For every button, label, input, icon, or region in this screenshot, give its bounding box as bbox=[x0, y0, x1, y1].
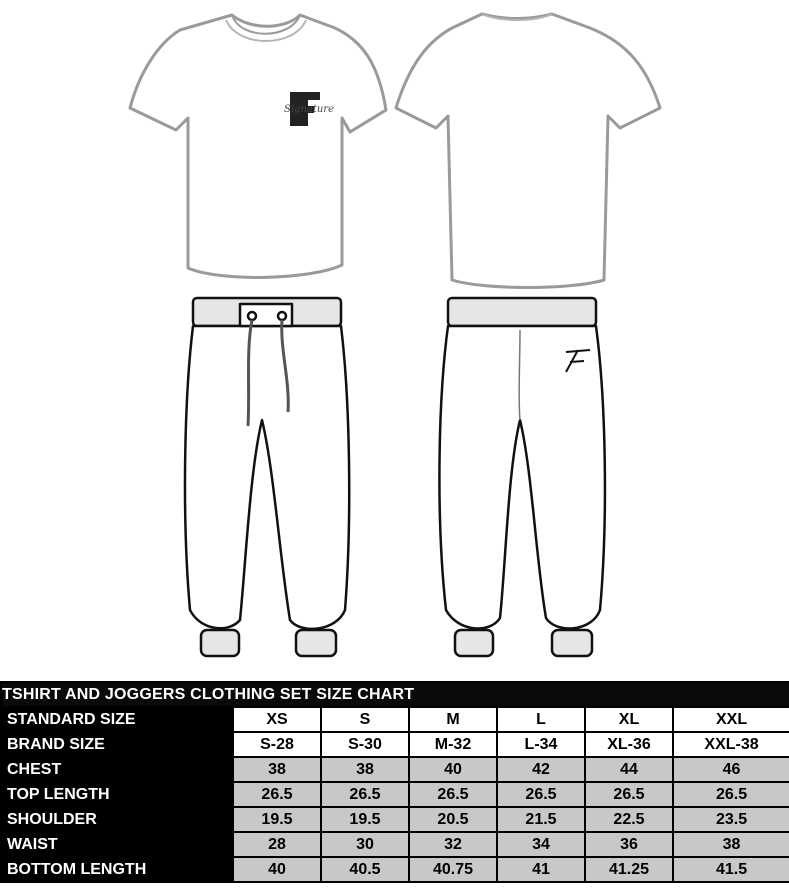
row-label: BOTTOM LENGTH bbox=[1, 857, 233, 882]
size-chart-title: TSHIRT AND JOGGERS CLOTHING SET SIZE CHART bbox=[1, 682, 789, 707]
size-value-cell: XXL bbox=[673, 707, 789, 732]
size-value-cell: 41.5 bbox=[673, 857, 789, 882]
size-chart-row bbox=[1, 707, 789, 732]
size-chart-row bbox=[1, 832, 789, 857]
size-chart-row bbox=[1, 807, 789, 832]
size-value-cell: L bbox=[497, 707, 585, 732]
size-value-cell: 26.5 bbox=[585, 782, 673, 807]
size-value-cell: 41 bbox=[497, 857, 585, 882]
row-label: BRAND SIZE bbox=[1, 732, 233, 757]
size-value-cell: 40 bbox=[409, 757, 497, 782]
size-value-cell: 44 bbox=[585, 757, 673, 782]
size-value-cell: 30 bbox=[321, 832, 409, 857]
row-label: STANDARD SIZE bbox=[1, 707, 233, 732]
size-value-cell: 19.5 bbox=[233, 807, 321, 832]
size-chart-row bbox=[1, 732, 789, 757]
size-value-cell: S-30 bbox=[321, 732, 409, 757]
row-label: SHOULDER bbox=[1, 807, 233, 832]
size-chart-row bbox=[1, 782, 789, 807]
row-label: WAIST bbox=[1, 832, 233, 857]
size-value-cell: 34 bbox=[497, 832, 585, 857]
row-label: CHEST bbox=[1, 757, 233, 782]
size-value-cell: 26.5 bbox=[321, 782, 409, 807]
size-value-cell: S bbox=[321, 707, 409, 732]
size-value-cell: XXL-38 bbox=[673, 732, 789, 757]
size-value-cell: 46 bbox=[673, 757, 789, 782]
size-value-cell: 21.5 bbox=[497, 807, 585, 832]
size-value-cell: 38 bbox=[321, 757, 409, 782]
row-label: TOP LENGTH bbox=[1, 782, 233, 807]
size-value-cell: 26.5 bbox=[233, 782, 321, 807]
size-chart-body bbox=[1, 707, 789, 882]
size-value-cell: 40.75 bbox=[409, 857, 497, 882]
size-chart-table bbox=[0, 681, 789, 883]
size-value-cell: XS bbox=[233, 707, 321, 732]
size-chart-row bbox=[1, 757, 789, 782]
size-value-cell: 19.5 bbox=[321, 807, 409, 832]
size-value-cell: L-34 bbox=[497, 732, 585, 757]
size-value-cell: M bbox=[409, 707, 497, 732]
size-value-cell: S-28 bbox=[233, 732, 321, 757]
size-value-cell: M-32 bbox=[409, 732, 497, 757]
size-chart-row bbox=[1, 857, 789, 882]
size-value-cell: 38 bbox=[233, 757, 321, 782]
size-value-cell: XL bbox=[585, 707, 673, 732]
size-value-cell: 22.5 bbox=[585, 807, 673, 832]
size-value-cell: 23.5 bbox=[673, 807, 789, 832]
size-value-cell: 38 bbox=[673, 832, 789, 857]
size-value-cell: 26.5 bbox=[673, 782, 789, 807]
tshirt-front bbox=[130, 15, 386, 277]
joggers-front bbox=[185, 298, 349, 656]
size-value-cell: 40.5 bbox=[321, 857, 409, 882]
size-value-cell: 42 bbox=[497, 757, 585, 782]
svg-text:Signature: Signature bbox=[284, 104, 335, 115]
size-value-cell: 40 bbox=[233, 857, 321, 882]
size-value-cell: 36 bbox=[585, 832, 673, 857]
size-value-cell: 26.5 bbox=[497, 782, 585, 807]
size-value-cell: XL-36 bbox=[585, 732, 673, 757]
size-value-cell: 20.5 bbox=[409, 807, 497, 832]
size-value-cell: 32 bbox=[409, 832, 497, 857]
size-value-cell: 26.5 bbox=[409, 782, 497, 807]
size-value-cell: 41.25 bbox=[585, 857, 673, 882]
size-value-cell: 28 bbox=[233, 832, 321, 857]
tshirt-back bbox=[396, 14, 660, 288]
